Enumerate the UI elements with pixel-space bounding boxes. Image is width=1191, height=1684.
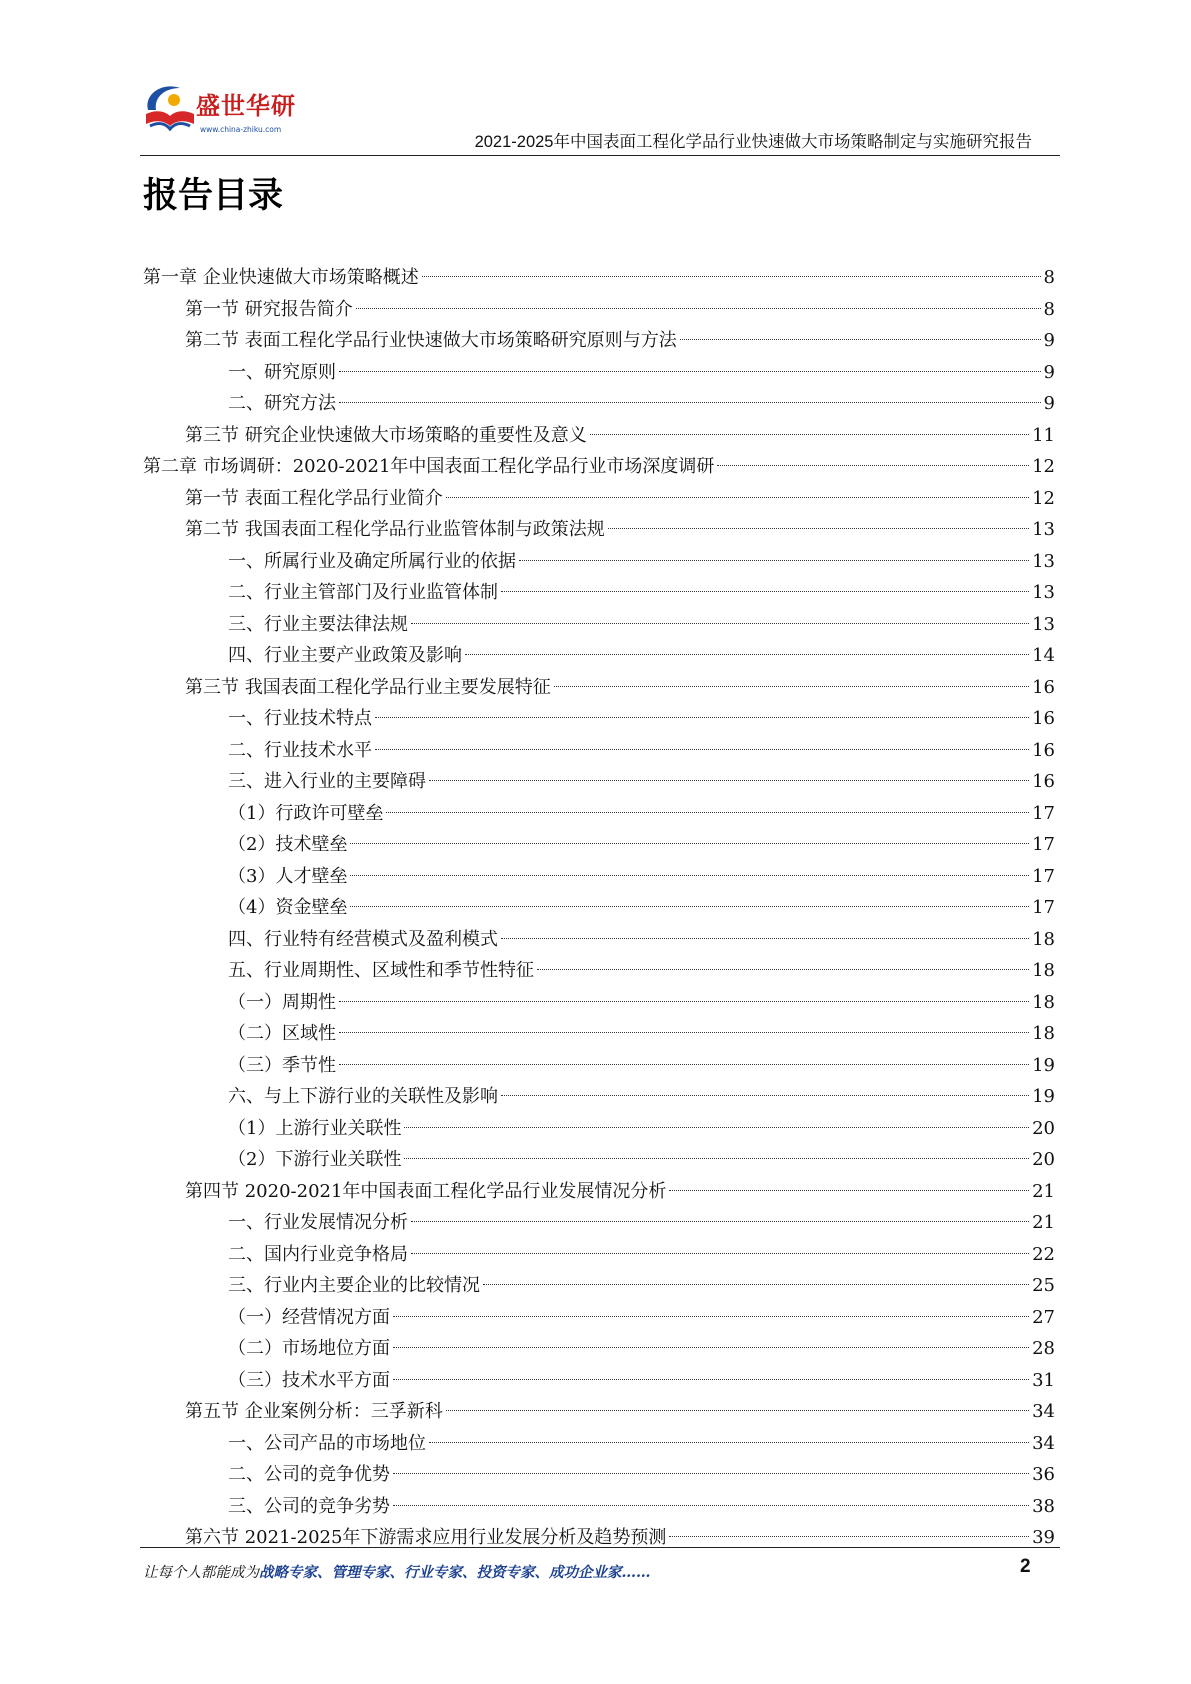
toc-entry-title: 第二节 我国表面工程化学品行业监管体制与政策法规 bbox=[185, 519, 605, 540]
toc-entry[interactable] bbox=[143, 262, 1055, 294]
toc-dot-leader bbox=[411, 1221, 1029, 1222]
toc-entry-page: 18 bbox=[1032, 960, 1055, 981]
toc-dot-leader bbox=[393, 1316, 1029, 1317]
toc-entry[interactable] bbox=[143, 357, 1055, 389]
toc-entry[interactable] bbox=[143, 1207, 1055, 1239]
toc-entry[interactable] bbox=[143, 640, 1055, 672]
toc-entry-title: （1）上游行业关联性 bbox=[228, 1117, 402, 1139]
toc-entry-title: 一、行业发展情况分析 bbox=[228, 1212, 408, 1233]
toc-entry-title: （2）下游行业关联性 bbox=[228, 1149, 402, 1170]
toc-dot-leader bbox=[590, 434, 1029, 435]
table-of-contents bbox=[143, 262, 1055, 1554]
footer-divider bbox=[140, 1547, 1060, 1548]
toc-entry[interactable] bbox=[143, 987, 1055, 1019]
toc-dot-leader bbox=[429, 780, 1029, 781]
toc-dot-leader bbox=[393, 1379, 1029, 1380]
toc-dot-leader bbox=[501, 1095, 1029, 1096]
toc-entry[interactable] bbox=[143, 955, 1055, 987]
toc-dot-leader bbox=[483, 1284, 1029, 1285]
toc-dot-leader bbox=[501, 938, 1029, 939]
toc-dot-leader bbox=[422, 276, 1041, 277]
logo-emblem-icon bbox=[140, 80, 200, 140]
toc-entry-title: （二）区域性 bbox=[228, 1023, 336, 1044]
toc-entry-page: 31 bbox=[1032, 1369, 1055, 1391]
toc-entry-title: 一、所属行业及确定所属行业的依据 bbox=[228, 550, 516, 572]
toc-entry-page: 28 bbox=[1032, 1338, 1055, 1359]
toc-dot-leader bbox=[669, 1190, 1029, 1191]
toc-entry-page: 9 bbox=[1043, 330, 1055, 351]
toc-entry-title: 二、行业主管部门及行业监管体制 bbox=[228, 582, 498, 603]
toc-dot-leader bbox=[519, 560, 1029, 561]
toc-entry[interactable] bbox=[143, 1239, 1055, 1271]
toc-entry-title: 第二节 表面工程化学品行业快速做大市场策略研究原则与方法 bbox=[185, 330, 677, 351]
toc-dot-leader bbox=[465, 654, 1029, 655]
toc-entry-title: 一、公司产品的市场地位 bbox=[228, 1432, 426, 1454]
toc-entry-title: （一）经营情况方面 bbox=[228, 1306, 390, 1328]
toc-entry-title: 第一章 企业快速做大市场策略概述 bbox=[143, 267, 419, 288]
toc-entry-title: （1）行政许可壁垒 bbox=[228, 802, 384, 824]
toc-entry-page: 16 bbox=[1032, 676, 1055, 698]
toc-entry[interactable] bbox=[143, 861, 1055, 893]
toc-entry[interactable] bbox=[143, 577, 1055, 609]
toc-entry-page: 14 bbox=[1032, 645, 1055, 666]
toc-dot-leader bbox=[375, 749, 1029, 750]
toc-entry-page: 8 bbox=[1043, 298, 1055, 320]
toc-entry-page: 19 bbox=[1032, 1054, 1055, 1076]
toc-dot-leader bbox=[404, 1127, 1029, 1128]
toc-dot-leader bbox=[356, 308, 1041, 309]
toc-entry-title: （2）技术壁垒 bbox=[228, 834, 348, 855]
toc-entry-page: 13 bbox=[1032, 519, 1055, 540]
toc-entry[interactable] bbox=[143, 294, 1055, 326]
toc-entry-page: 19 bbox=[1032, 1086, 1055, 1107]
toc-entry[interactable] bbox=[143, 514, 1055, 546]
toc-entry[interactable] bbox=[143, 420, 1055, 452]
toc-entry-page: 9 bbox=[1043, 393, 1055, 414]
toc-dot-leader bbox=[446, 1410, 1029, 1411]
toc-entry-page: 20 bbox=[1032, 1149, 1055, 1170]
slogan-prefix: 让每个人都能成为 bbox=[143, 1565, 259, 1581]
toc-entry[interactable] bbox=[143, 1428, 1055, 1460]
toc-entry-title: 第三节 研究企业快速做大市场策略的重要性及意义 bbox=[185, 424, 587, 446]
toc-entry-page: 16 bbox=[1032, 771, 1055, 792]
page-header bbox=[140, 78, 1060, 158]
toc-entry-title: 四、行业特有经营模式及盈利模式 bbox=[228, 928, 498, 950]
toc-entry-title: 第四节 2020-2021年中国表面工程化学品行业发展情况分析 bbox=[185, 1180, 667, 1202]
toc-entry-page: 20 bbox=[1032, 1117, 1055, 1139]
toc-entry[interactable] bbox=[143, 1113, 1055, 1145]
toc-entry-page: 22 bbox=[1032, 1243, 1055, 1265]
toc-dot-leader bbox=[608, 528, 1029, 529]
toc-entry[interactable] bbox=[143, 1270, 1055, 1302]
toc-dot-leader bbox=[339, 402, 1041, 403]
toc-dot-leader bbox=[669, 1536, 1029, 1537]
toc-entry-page: 17 bbox=[1032, 865, 1055, 887]
toc-entry-page: 21 bbox=[1032, 1180, 1055, 1202]
toc-entry-page: 13 bbox=[1032, 582, 1055, 603]
toc-dot-leader bbox=[339, 1032, 1029, 1033]
toc-entry[interactable] bbox=[143, 766, 1055, 798]
toc-entry-page: 16 bbox=[1032, 708, 1055, 729]
toc-entry-title: （3）人才壁垒 bbox=[228, 865, 348, 887]
toc-entry-page: 18 bbox=[1032, 991, 1055, 1013]
toc-entry-title: 二、国内行业竞争格局 bbox=[228, 1243, 408, 1265]
toc-entry-page: 34 bbox=[1032, 1401, 1055, 1422]
toc-entry-title: 二、研究方法 bbox=[228, 393, 336, 414]
toc-dot-leader bbox=[375, 717, 1029, 718]
toc-entry[interactable] bbox=[143, 672, 1055, 704]
toc-entry[interactable] bbox=[143, 388, 1055, 420]
toc-entry-page: 11 bbox=[1032, 424, 1055, 446]
toc-entry-title: 二、行业技术水平 bbox=[228, 739, 372, 761]
toc-entry-title: （4）资金壁垒 bbox=[228, 897, 348, 918]
toc-entry-page: 21 bbox=[1032, 1212, 1055, 1233]
toc-entry-page: 18 bbox=[1032, 928, 1055, 950]
toc-entry-page: 25 bbox=[1032, 1275, 1055, 1296]
toc-entry-page: 9 bbox=[1043, 361, 1055, 383]
toc-dot-leader bbox=[393, 1473, 1029, 1474]
toc-entry[interactable] bbox=[143, 892, 1055, 924]
toc-dot-leader bbox=[446, 497, 1029, 498]
toc-entry[interactable] bbox=[143, 1333, 1055, 1365]
toc-entry[interactable] bbox=[143, 546, 1055, 578]
toc-dot-leader bbox=[393, 1505, 1029, 1506]
toc-entry-title: 第一节 表面工程化学品行业简介 bbox=[185, 487, 443, 509]
toc-dot-leader bbox=[386, 812, 1029, 813]
toc-entry[interactable] bbox=[143, 1396, 1055, 1428]
toc-entry[interactable] bbox=[143, 1176, 1055, 1208]
toc-entry-title: 三、进入行业的主要障碍 bbox=[228, 771, 426, 792]
company-logo bbox=[140, 80, 310, 144]
logo-name: 盛世华研 bbox=[196, 92, 296, 120]
toc-entry-title: 六、与上下游行业的关联性及影响 bbox=[228, 1086, 498, 1107]
toc-dot-leader bbox=[429, 1442, 1029, 1443]
toc-entry[interactable] bbox=[143, 483, 1055, 515]
toc-entry[interactable] bbox=[143, 1522, 1055, 1554]
toc-entry-page: 18 bbox=[1032, 1023, 1055, 1044]
toc-entry[interactable] bbox=[143, 829, 1055, 861]
toc-entry-page: 34 bbox=[1032, 1432, 1055, 1454]
toc-dot-leader bbox=[411, 1253, 1029, 1254]
toc-entry[interactable] bbox=[143, 1081, 1055, 1113]
toc-entry[interactable] bbox=[143, 703, 1055, 735]
toc-dot-leader bbox=[554, 686, 1029, 687]
toc-entry-page: 38 bbox=[1032, 1495, 1055, 1517]
toc-entry-page: 17 bbox=[1032, 802, 1055, 824]
toc-entry-page: 17 bbox=[1032, 897, 1055, 918]
toc-entry-page: 13 bbox=[1032, 613, 1055, 635]
toc-entry-title: （一）周期性 bbox=[228, 991, 336, 1013]
toc-entry-title: 二、公司的竞争优势 bbox=[228, 1464, 390, 1485]
toc-entry-page: 27 bbox=[1032, 1306, 1055, 1328]
toc-entry-title: 三、行业主要法律法规 bbox=[228, 613, 408, 635]
toc-entry-title: 三、公司的竞争劣势 bbox=[228, 1495, 390, 1517]
toc-entry[interactable] bbox=[143, 1491, 1055, 1523]
toc-entry-title: 一、研究原则 bbox=[228, 361, 336, 383]
toc-entry[interactable] bbox=[143, 1144, 1055, 1176]
toc-dot-leader bbox=[350, 906, 1029, 907]
toc-entry[interactable] bbox=[143, 798, 1055, 830]
toc-entry-page: 17 bbox=[1032, 834, 1055, 855]
toc-entry[interactable] bbox=[143, 735, 1055, 767]
page-heading: 报告目录 bbox=[143, 176, 284, 216]
toc-entry[interactable] bbox=[143, 1459, 1055, 1491]
toc-entry[interactable] bbox=[143, 451, 1055, 483]
toc-entry[interactable] bbox=[143, 924, 1055, 956]
toc-dot-leader bbox=[501, 591, 1029, 592]
toc-entry-title: 第六节 2021-2025年下游需求应用行业发展分析及趋势预测 bbox=[185, 1527, 667, 1548]
header-divider bbox=[140, 155, 1060, 156]
slogan-highlight: 战略专家、管理专家、行业专家、投资专家、成功企业家…… bbox=[259, 1564, 651, 1581]
footer-slogan bbox=[143, 1561, 651, 1582]
toc-entry-page: 13 bbox=[1032, 550, 1055, 572]
toc-entry-title: 一、行业技术特点 bbox=[228, 708, 372, 729]
toc-entry[interactable] bbox=[143, 609, 1055, 641]
document-title: 2021-2025年中国表面工程化学品行业快速做大市场策略制定与实施研究报告 bbox=[474, 133, 1032, 151]
toc-entry-page: 12 bbox=[1032, 456, 1055, 477]
toc-entry-title: 五、行业周期性、区域性和季节性特征 bbox=[228, 960, 534, 981]
toc-entry[interactable] bbox=[143, 1050, 1055, 1082]
toc-dot-leader bbox=[339, 371, 1041, 372]
toc-entry-page: 16 bbox=[1032, 739, 1055, 761]
toc-dot-leader bbox=[717, 465, 1029, 466]
toc-dot-leader bbox=[404, 1158, 1029, 1159]
toc-entry-page: 8 bbox=[1043, 267, 1055, 288]
toc-entry-title: （二）市场地位方面 bbox=[228, 1338, 390, 1359]
toc-entry-title: （三）技术水平方面 bbox=[228, 1369, 390, 1391]
toc-entry[interactable] bbox=[143, 1018, 1055, 1050]
toc-entry[interactable] bbox=[143, 1365, 1055, 1397]
toc-dot-leader bbox=[393, 1347, 1029, 1348]
toc-dot-leader bbox=[350, 843, 1029, 844]
toc-entry[interactable] bbox=[143, 325, 1055, 357]
toc-dot-leader bbox=[411, 623, 1029, 624]
toc-entry-title: 第三节 我国表面工程化学品行业主要发展特征 bbox=[185, 676, 551, 698]
toc-entry-page: 36 bbox=[1032, 1464, 1055, 1485]
toc-dot-leader bbox=[350, 875, 1029, 876]
toc-entry-title: 第二章 市场调研：2020-2021年中国表面工程化学品行业市场深度调研 bbox=[143, 456, 715, 477]
toc-entry[interactable] bbox=[143, 1302, 1055, 1334]
toc-entry-page: 12 bbox=[1032, 487, 1055, 509]
toc-dot-leader bbox=[537, 969, 1029, 970]
toc-dot-leader bbox=[339, 1064, 1029, 1065]
toc-entry-page: 39 bbox=[1032, 1527, 1055, 1548]
toc-entry-title: 四、行业主要产业政策及影响 bbox=[228, 645, 462, 666]
logo-url: www.china-zhiku.com bbox=[200, 125, 282, 134]
toc-entry-title: （三）季节性 bbox=[228, 1054, 336, 1076]
toc-dot-leader bbox=[680, 339, 1041, 340]
toc-entry-title: 三、行业内主要企业的比较情况 bbox=[228, 1275, 480, 1296]
toc-entry-title: 第一节 研究报告简介 bbox=[185, 298, 353, 320]
page-number: 2 bbox=[1020, 1556, 1031, 1577]
toc-dot-leader bbox=[339, 1001, 1029, 1002]
toc-entry-title: 第五节 企业案例分析：三孚新科 bbox=[185, 1401, 443, 1422]
